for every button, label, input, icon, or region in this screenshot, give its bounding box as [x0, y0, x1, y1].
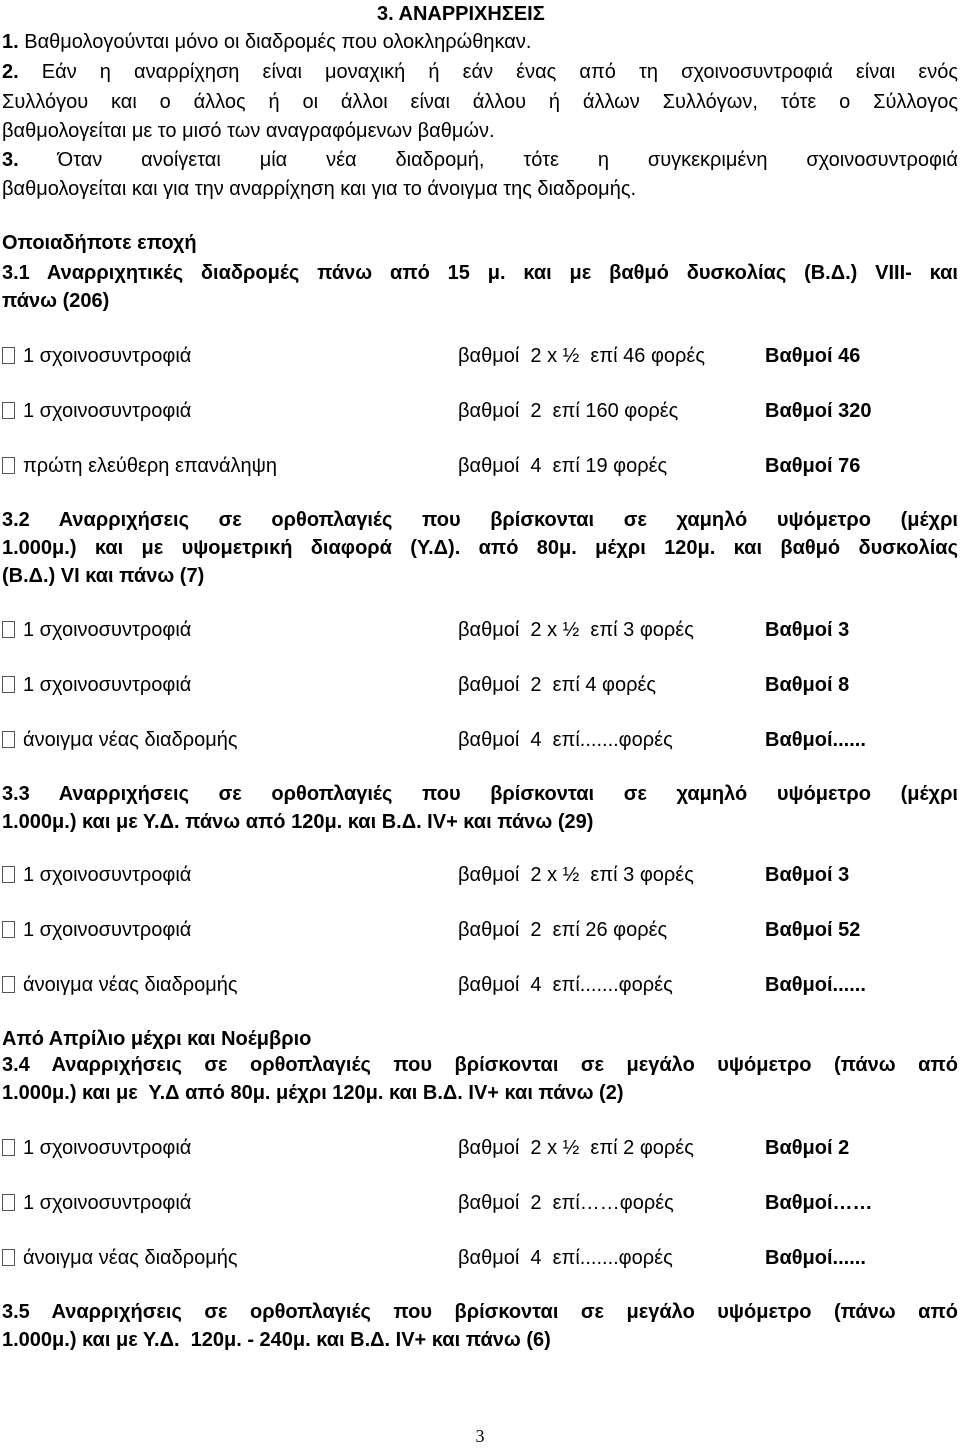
checkbox-icon [2, 921, 15, 938]
score-label: 1 σχοινοσυντροφιά [23, 619, 192, 641]
checkbox-icon [2, 731, 15, 748]
section-3-4-heading-line-2: 1.000μ.) και με Υ.Δ από 80μ. μέχρι 120μ. και Β.Δ. IV+ και πάνω (2) [2, 1082, 624, 1104]
score-points: βαθμοί 2 x ½ επί 46 φορές [458, 345, 705, 367]
rule-3-number: 3. [2, 149, 19, 171]
score-label: 1 σχοινοσυντροφιά [23, 1192, 192, 1214]
rule-1 [2, 30, 531, 54]
score-points: βαθμοί 2 x ½ επί 3 φορές [458, 864, 694, 886]
score-points: βαθμοί 4 επί.......φορές [458, 1247, 673, 1269]
rule-1-text: Βαθμολογούνται μόνο οι διαδρομές που ολοκληρώθηκαν. [18, 31, 532, 53]
page-number: 3 [475, 1426, 485, 1446]
score-row [2, 453, 958, 479]
score-points: βαθμοί 2 επί 26 φορές [458, 919, 668, 941]
score-label: 1 σχοινοσυντροφιά [23, 345, 192, 367]
rule-3-line-1 [2, 148, 958, 172]
season-heading-april-november: Από Απρίλιο μέχρι και Νοέμβριο [2, 1028, 312, 1050]
score-total: Βαθμοί...... [765, 1247, 866, 1269]
checkbox-icon [2, 1249, 15, 1266]
section-3-2-heading-line-3: (Β.Δ.) VI και πάνω (7) [2, 565, 205, 587]
checkbox-icon [2, 676, 15, 693]
score-row [2, 1190, 958, 1216]
checkbox-icon [2, 1139, 15, 1156]
rule-2-number: 2. [2, 61, 19, 83]
checkbox-icon [2, 457, 15, 474]
score-points: βαθμοί 2 επί 160 φορές [458, 400, 679, 422]
score-total: Βαθμοί 320 [765, 400, 872, 422]
score-label: άνοιγμα νέας διαδρομής [23, 974, 238, 996]
score-row [2, 343, 958, 369]
score-total: Βαθμοί 3 [765, 619, 850, 641]
score-label: 1 σχοινοσυντροφιά [23, 400, 192, 422]
score-points: βαθμοί 2 x ½ επί 3 φορές [458, 619, 694, 641]
score-total: Βαθμοί…… [765, 1192, 873, 1214]
score-row [2, 862, 958, 888]
score-points: βαθμοί 2 επί……φορές [458, 1192, 674, 1214]
score-row [2, 917, 958, 943]
section-3-3-heading-line-2: 1.000μ.) και με Υ.Δ. πάνω από 120μ. και Β.Δ. IV+ και πάνω (29) [2, 811, 594, 833]
checkbox-icon [2, 402, 15, 419]
checkbox-icon [2, 976, 15, 993]
section-3-4-heading-line-1: 3.4 Αναρριχήσεις σε ορθοπλαγιές που βρίσκονται σε μεγάλο υψόμετρο (πάνω από [2, 1054, 958, 1076]
score-total: Βαθμοί 46 [765, 345, 861, 367]
score-points: βαθμοί 4 επί.......φορές [458, 974, 673, 996]
score-label: 1 σχοινοσυντροφιά [23, 864, 192, 886]
section-3-3-heading-line-1: 3.3 Αναρριχήσεις σε ορθοπλαγιές που βρίσκονται σε χαμηλό υψόμετρο (μέχρι [2, 783, 958, 805]
section-3-1-heading-line-1: 3.1 Αναρριχητικές διαδρομές πάνω από 15 μ. και με βαθμό δυσκολίας (Β.Δ.) VIII- και [2, 262, 958, 284]
section-3-1-heading-line-2: πάνω (206) [2, 290, 110, 312]
score-row [2, 398, 958, 424]
score-points: βαθμοί 4 επί 19 φορές [458, 455, 668, 477]
score-row [2, 727, 958, 753]
score-row [2, 972, 958, 998]
score-total: Βαθμοί 76 [765, 455, 861, 477]
score-total: Βαθμοί 52 [765, 919, 861, 941]
section-3-5-heading-line-1: 3.5 Αναρριχήσεις σε ορθοπλαγιές που βρίσκονται σε μεγάλο υψόμετρο (πάνω από [2, 1301, 958, 1323]
section-3-5-heading-line-2: 1.000μ.) και με Υ.Δ. 120μ. - 240μ. και Β.Δ. IV+ και πάνω (6) [2, 1329, 551, 1351]
rule-3-line-2: βαθμολογείται και για την αναρρίχηση και για το άνοιγμα της διαδρομής. [2, 178, 637, 200]
score-total: Βαθμοί...... [765, 974, 866, 996]
score-points: βαθμοί 2 x ½ επί 2 φορές [458, 1137, 694, 1159]
section-3-2-heading-line-2: 1.000μ.) και με υψομετρική διαφορά (Υ.Δ). από 80μ. μέχρι 120μ. και βαθμό δυσκολίας [2, 537, 958, 559]
score-total: Βαθμοί 8 [765, 674, 850, 696]
score-total: Βαθμοί...... [765, 729, 866, 751]
score-points: βαθμοί 4 επί.......φορές [458, 729, 673, 751]
score-row [2, 1245, 958, 1271]
score-label: άνοιγμα νέας διαδρομής [23, 1247, 238, 1269]
rule-2-line-1 [2, 60, 958, 84]
score-label: 1 σχοινοσυντροφιά [23, 1137, 192, 1159]
section-title: 3. ΑΝΑΡΡΙΧΗΣΕΙΣ [377, 3, 545, 25]
rule-2-line-2: Συλλόγου και ο άλλος ή οι άλλοι είναι άλλου ή άλλων Συλλόγων, τότε ο Σύλλογος [2, 91, 958, 113]
score-points: βαθμοί 2 επί 4 φορές [458, 674, 657, 696]
score-row [2, 1135, 958, 1161]
score-label: 1 σχοινοσυντροφιά [23, 674, 192, 696]
rule-3-text: Όταν ανοίγεται μία νέα διαδρομή, τότε η συγκεκριμένη σχοινοσυντροφιά [18, 149, 958, 171]
checkbox-icon [2, 1194, 15, 1211]
checkbox-icon [2, 621, 15, 638]
section-3-2-heading-line-1: 3.2 Αναρριχήσεις σε ορθοπλαγιές που βρίσκονται σε χαμηλό υψόμετρο (μέχρι [2, 509, 958, 531]
score-label: 1 σχοινοσυντροφιά [23, 919, 192, 941]
checkbox-icon [2, 347, 15, 364]
score-row [2, 672, 958, 698]
score-label: πρώτη ελεύθερη επανάληψη [23, 455, 278, 477]
rule-1-number: 1. [2, 31, 19, 53]
season-heading-any: Οποιαδήποτε εποχή [2, 232, 197, 254]
rule-2-line-3: βαθμολογείται με το μισό των αναγραφόμενων βαθμών. [2, 120, 495, 142]
score-total: Βαθμοί 3 [765, 864, 850, 886]
score-row [2, 617, 958, 643]
score-total: Βαθμοί 2 [765, 1137, 850, 1159]
rule-2-text: Εάν η αναρρίχηση είναι μοναχική ή εάν ένας από τη σχοινοσυντροφιά είναι ενός [18, 61, 958, 83]
checkbox-icon [2, 866, 15, 883]
score-label: άνοιγμα νέας διαδρομής [23, 729, 238, 751]
